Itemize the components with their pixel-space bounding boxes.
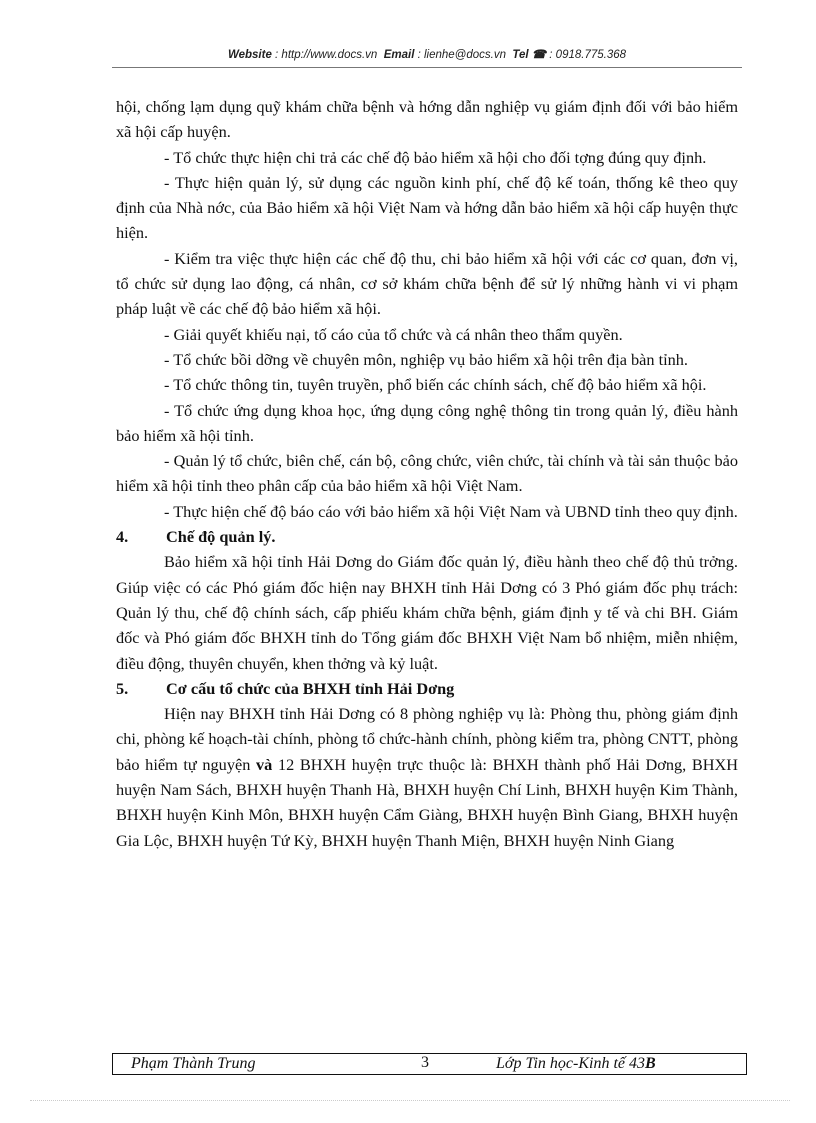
class-suffix: B	[645, 1055, 656, 1072]
section-number: 5.	[116, 678, 129, 698]
paragraph: hội, chống lạm dụng quỹ khám chữa bệnh và hớng dẫn nghiệp vụ giám định đối với bảo hiểm xã hội cấp huyện.	[116, 97, 738, 142]
page-header	[112, 47, 742, 61]
tel-label: Tel ☎	[512, 49, 547, 61]
list-item: - Quản lý tổ chức, biên chế, cán bộ, công chức, viên chức, tài chính và tài sản thuộc bảo hiểm xã hội tỉnh theo phân cấp của bảo hiểm xã hội Việt Nam.	[116, 451, 738, 496]
website-value: : http://www.docs.vn	[275, 49, 378, 61]
class-name	[496, 1055, 656, 1073]
list-item: - Tổ chức thông tin, tuyên truyền, phổ biến các chính sách, chế độ bảo hiểm xã hội.	[164, 375, 707, 395]
class-prefix: Lớp Tin học-Kinh tế 43	[496, 1055, 645, 1072]
section-heading-5	[116, 676, 738, 701]
section-title: Cơ cấu tổ chức của BHXH tỉnh Hải Dơng	[166, 678, 455, 698]
list-item: - Thực hiện chế độ báo cáo với bảo hiểm xã hội Việt Nam và UBND tỉnh theo quy định.	[164, 501, 738, 521]
section-number: 4.	[116, 527, 129, 547]
text-run: Hiện nay BHXH tỉnh Hải Dơng có 8 phòng nghiệp vụ là: Phòng thu, phòng giám định chi, phòng kế hoạch-tài chính, phòng tổ chức-hành chính, phòng kiểm tra, phòng CNTT, phòng bảo hiểm tự nguyện	[116, 704, 738, 774]
section-title: Chế độ quản lý.	[166, 527, 276, 547]
list-item: - Giải quyết khiếu nại, tố cáo của tổ chức và cá nhân theo thẩm quyền.	[164, 324, 623, 344]
section-paragraph	[116, 701, 738, 853]
author-name: Phạm Thành Trung	[131, 1055, 256, 1072]
document-body	[116, 94, 738, 853]
email-value: : lienhe@docs.vn	[417, 49, 506, 61]
section-paragraph: Bảo hiểm xã hội tỉnh Hải Dơng do Giám đốc quản lý, điều hành theo chế độ thủ trởng. Giúp việc có các Phó giám đốc hiện nay BHXH tỉnh Hải Dơng có 3 Phó giám đốc phụ trách: Quản lý thu, chế độ chính sách, cấp phiếu khám chữa bệnh, giám định y tế và chi BH. Giám đốc và Phó giám đốc BHXH tỉnh do Tổng giám đốc BHXH Việt Nam bổ nhiệm, miễn nhiệm, điều động, thuyên chuyển, khen thởng và kỷ luật.	[116, 552, 738, 673]
page-number: 3	[421, 1054, 429, 1071]
website-label: Website	[227, 49, 272, 61]
section-heading-4	[116, 524, 738, 549]
list-item: - Thực hiện quản lý, sử dụng các nguồn kinh phí, chế độ kế toán, thống kê theo quy định của Nhà nớc, của Bảo hiểm xã hội Việt Nam và hớng dẫn bảo hiểm xã hội cấp huyện thực hiện.	[116, 172, 738, 243]
email-label: Email	[383, 49, 415, 61]
header-divider	[112, 67, 742, 68]
list-item: - Tổ chức bồi dỡng về chuyên môn, nghiệp vụ bảo hiểm xã hội trên địa bàn tỉnh.	[164, 349, 688, 369]
bottom-dotted-rule	[30, 1100, 790, 1101]
list-item: - Tổ chức thực hiện chi trả các chế độ bảo hiểm xã hội cho đối tợng đúng quy định.	[164, 147, 707, 167]
list-item: - Tổ chức ứng dụng khoa học, ứng dụng công nghệ thông tin trong quản lý, điều hành bảo hiểm xã hội tỉnh.	[116, 400, 738, 445]
text-run: 12 BHXH huyện trực thuộc là: BHXH thành phố Hải Dơng, BHXH huyện Nam Sách, BHXH huyện Thanh Hà, BHXH huyện Chí Linh, BHXH huyện Kim Thành, BHXH huyện Kinh Môn, BHXH huyện Cẩm Giàng, BHXH huyện Bình Giang, BHXH huyện Gia Lộc, BHXH huyện Tứ Kỳ, BHXH huyện Thanh Miện, BHXH huyện Ninh Giang	[116, 754, 738, 850]
page-footer	[112, 1053, 747, 1075]
bold-run: và	[256, 754, 273, 774]
tel-value: : 0918.775.368	[549, 49, 627, 61]
list-item: - Kiểm tra việc thực hiện các chế độ thu, chi bảo hiểm xã hội với các cơ quan, đơn vị, tổ chức sử dụng lao động, cá nhân, cơ sở khám chữa bệnh để sử lý những hành vi vi phạm pháp luật về các chế độ bảo hiểm xã hội.	[116, 248, 738, 319]
